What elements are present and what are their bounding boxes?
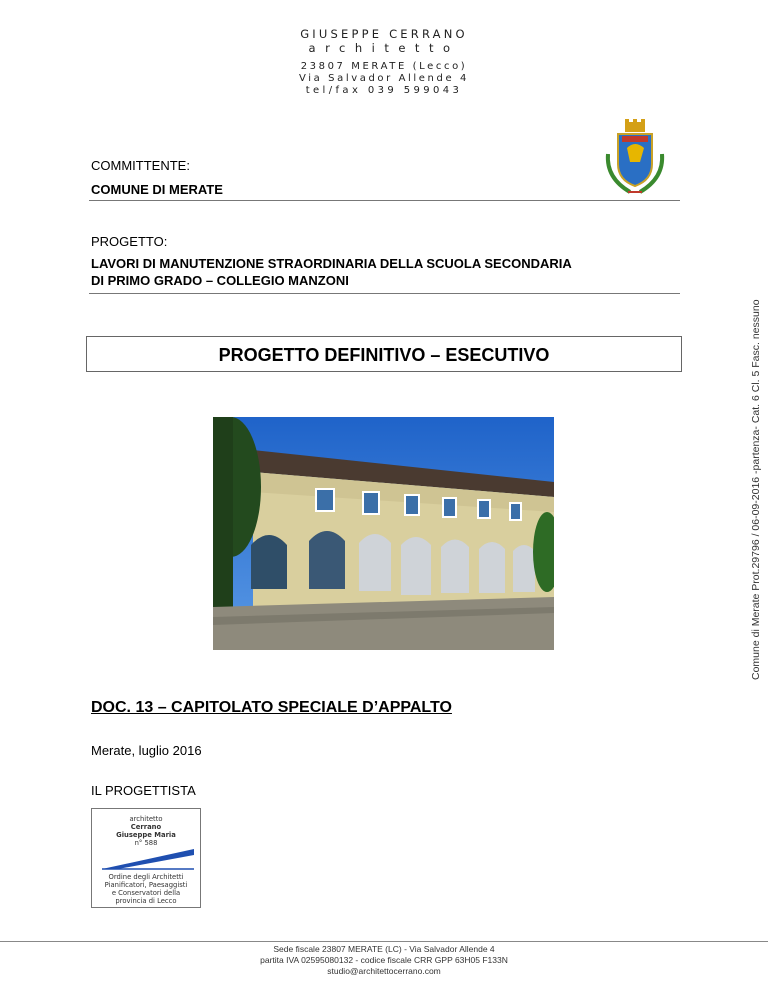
stamp-line: Ordine degli Architetti bbox=[108, 873, 184, 881]
stamp-line: e Conservatori della bbox=[111, 889, 181, 897]
protocol-stamp: Comune di Merate Prot.29796 / 06-09-2016 -partenza- Cat. 6 Cl. 5 Fasc. nessuno bbox=[750, 299, 762, 680]
building-photo bbox=[213, 417, 554, 650]
footer-line2: partita IVA 02595080132 - codice fiscale CRR GPP 63H05 F133N bbox=[260, 955, 508, 965]
divider bbox=[89, 200, 680, 201]
committente-value: COMUNE DI MERATE bbox=[91, 182, 223, 197]
footer-divider bbox=[0, 941, 768, 942]
progetto-title-line1: LAVORI DI MANUTENZIONE STRAORDINARIA DELLA SCUOLA SECONDARIA bbox=[91, 256, 572, 271]
stamp-line: Giuseppe Maria bbox=[116, 831, 176, 839]
place-date: Merate, luglio 2016 bbox=[91, 743, 202, 758]
stamp-line: provincia di Lecco bbox=[115, 897, 177, 905]
stamp-graphic bbox=[98, 849, 194, 871]
designer-label: IL PROGETTISTA bbox=[91, 783, 196, 798]
stamp-line: Pianificatori, Paesaggisti bbox=[104, 881, 188, 889]
footer-email: studio@architettocerrano.com bbox=[327, 966, 441, 976]
document-title: DOC. 13 – CAPITOLATO SPECIALE D’APPALTO bbox=[91, 699, 452, 716]
architect-stamp bbox=[91, 808, 201, 908]
stamp-line: architetto bbox=[129, 815, 163, 823]
coat-of-arms-logo bbox=[600, 118, 670, 200]
divider bbox=[89, 293, 680, 294]
stamp-line: Cerrano bbox=[130, 823, 162, 831]
footer-line1: Sede fiscale 23807 MERATE (LC) - Via Salvador Allende 4 bbox=[273, 944, 495, 954]
architect-address-line2: Via Salvador Allende 4 bbox=[299, 73, 469, 84]
architect-address-line1: 23807 MERATE (Lecco) bbox=[300, 61, 468, 72]
architect-phone: tel/fax 039 599043 bbox=[305, 85, 463, 96]
stamp-line: n° 588 bbox=[134, 839, 158, 847]
committente-label: COMMITTENTE: bbox=[91, 158, 190, 173]
progetto-label: PROGETTO: bbox=[91, 234, 168, 249]
phase-title: PROGETTO DEFINITIVO – ESECUTIVO bbox=[86, 336, 682, 372]
architect-profession: architetto bbox=[308, 41, 460, 55]
architect-name: GIUSEPPE CERRANO bbox=[300, 27, 468, 41]
progetto-title-line2: DI PRIMO GRADO – COLLEGIO MANZONI bbox=[91, 273, 349, 288]
